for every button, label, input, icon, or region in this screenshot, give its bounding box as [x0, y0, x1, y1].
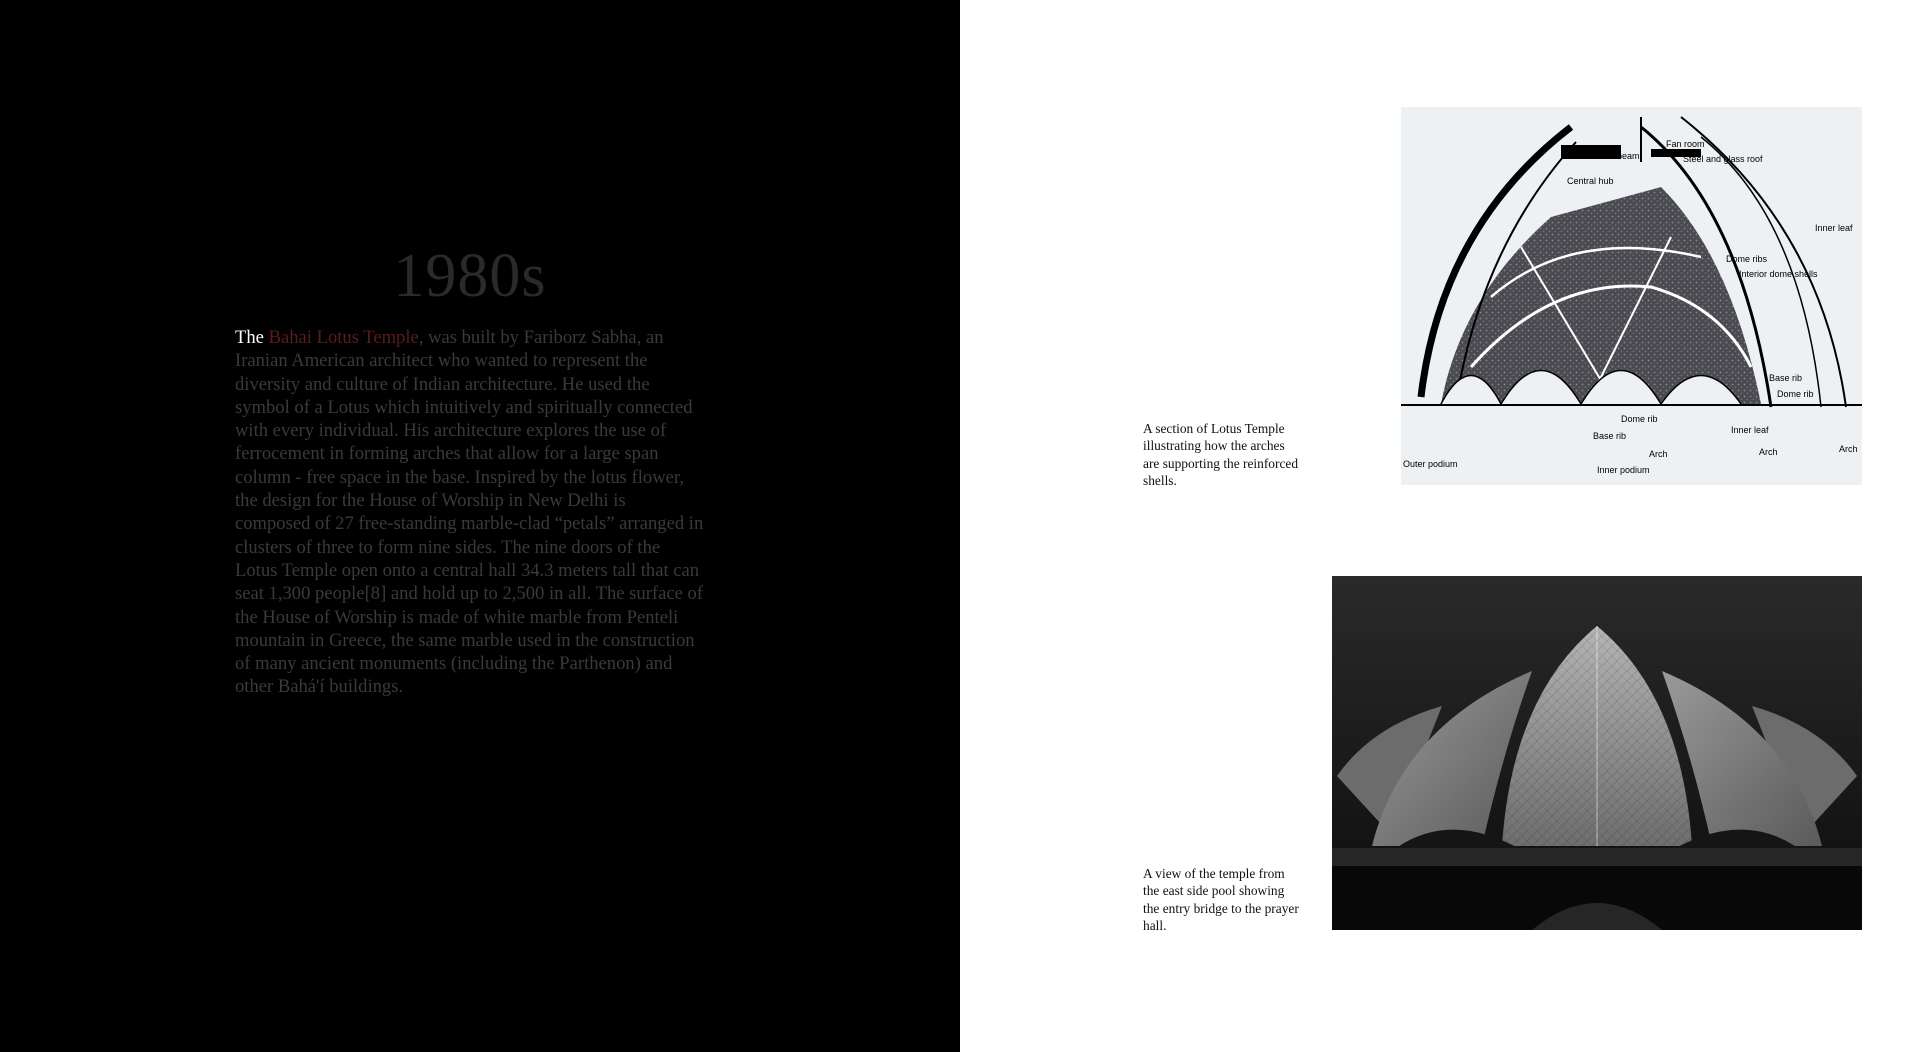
label-interior-dome-shells: Interior dome shells — [1739, 269, 1818, 279]
label-central-hub: Central hub — [1567, 176, 1614, 186]
label-base-rib-center: Base rib — [1593, 431, 1627, 441]
temple-photo — [1332, 576, 1862, 930]
label-arch-far-right: Arch — [1839, 444, 1858, 454]
label-radial-beam: Radial beam — [1589, 151, 1640, 161]
body-lead-word: The — [235, 327, 264, 348]
body-highlight-link[interactable]: Bahai Lotus Temple — [268, 327, 419, 348]
body-paragraph — [235, 326, 705, 699]
label-dome-rib-center: Dome rib — [1621, 414, 1658, 424]
label-dome-ribs: Dome ribs — [1726, 254, 1768, 264]
label-inner-podium: Inner podium — [1597, 465, 1650, 475]
label-outer-podium: Outer podium — [1403, 459, 1458, 469]
label-steel-glass-roof: Steel and glass roof — [1683, 154, 1763, 164]
label-fan-room: Fan room — [1666, 139, 1705, 149]
label-inner-leaf-bottom: Inner leaf — [1731, 425, 1769, 435]
label-dome-rib-right: Dome rib — [1777, 389, 1814, 399]
page-heading: 1980s — [393, 242, 547, 310]
label-arch-right: Arch — [1759, 447, 1778, 457]
body-text: , was built by Fariborz Sabha, an Iranian American architect who wanted to represent the diversity and culture of Indian architecture. He used the symbol of a Lotus which intuitively and spiritually connected with every individual. His architecture explores the use of ferrocement in forming arches that allow for a large span column - free space in the base. Inspired by the lotus flower, the design for the House of Worship in New Delhi is composed of 27 free-standing marble-clad “petals” arranged in clusters of three to form nine sides. The nine doors of the Lotus Temple open onto a central hall 34.3 meters tall that can seat 1,300 people[8] and hold up to 2,500 in all. The surface of the House of Worship is made of white marble from Penteli mountain in Greece, the same marble used in the construction of many ancient monuments (including the Parthenon) and other Bahá'í buildings. — [235, 327, 704, 698]
section-diagram — [1401, 107, 1862, 485]
temple-base — [1332, 848, 1862, 866]
section-caption: A section of Lotus Temple illustrating how the arches are supporting the reinforced shells. — [1143, 421, 1299, 489]
photo-caption: A view of the temple from the east side pool showing the entry bridge to the prayer hall. — [1143, 866, 1299, 934]
label-base-rib-right: Base rib — [1769, 373, 1803, 383]
label-arch-center: Arch — [1649, 449, 1668, 459]
label-inner-leaf-top: Inner leaf — [1815, 223, 1853, 233]
